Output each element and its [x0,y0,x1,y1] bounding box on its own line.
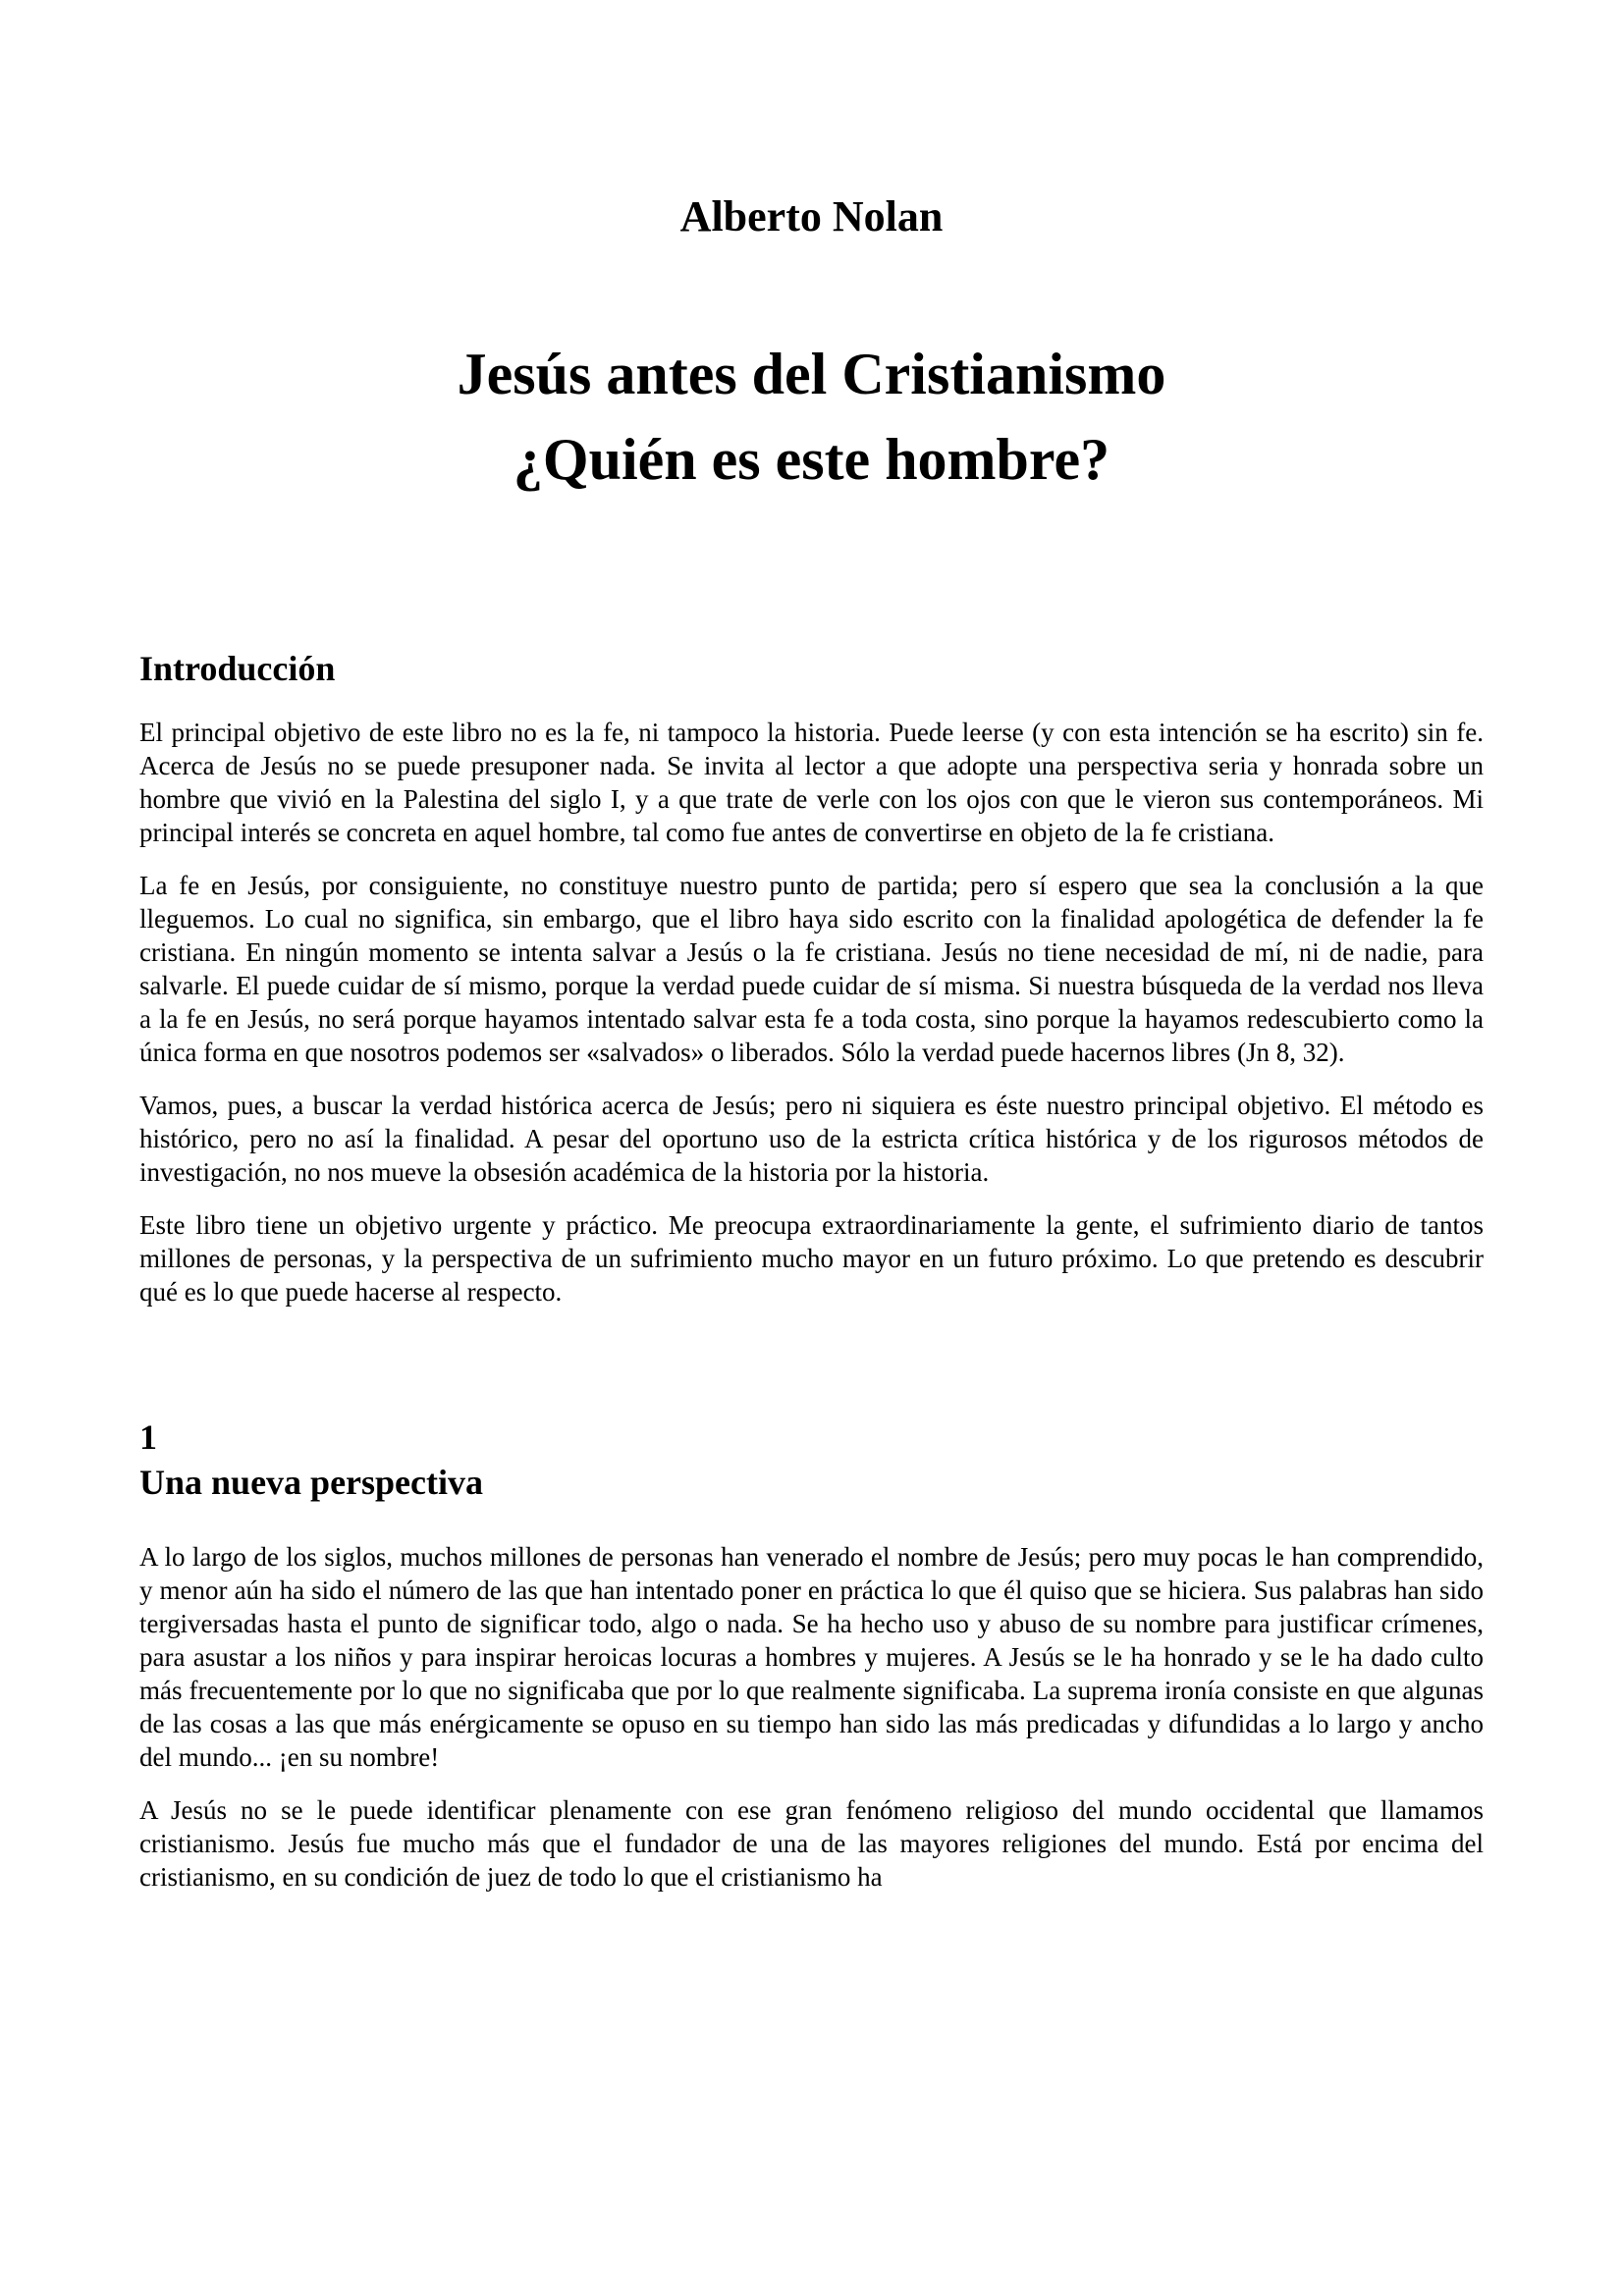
chapter1-paragraph-1: A lo largo de los siglos, muchos millones de personas han venerado el nombre de Jesús; pero muy pocas le han comprendido, y menor aún ha sido el número de las que han intentado poner en práctica lo que él quiso que se hiciera. Sus palabras han sido tergiversadas hasta el punto de significar todo, algo o nada. Se ha hecho uso y abuso de su nombre para justificar crímenes, para asustar a los niños y para inspirar heroicas locuras a hombres y mujeres. A Jesús se le ha honrado y se le ha dado culto más frecuentemente por lo que no significaba que por lo que realmente significaba. La suprema ironía consiste en que algunas de las cosas a las que más enérgicamente se opuso en su tiempo han sido las más predicadas y difundidas a lo largo y ancho del mundo... ¡en su nombre! [139,1541,1484,1772]
chapter1-paragraph-2: A Jesús no se le puede identificar plenamente con ese gran fenómeno religioso del mundo occidental que llamamos cristianismo. Jesús fue mucho más que el fundador de una de las mayores religiones del mundo. Está por encima del cristianismo, en su condición de juez de todo lo que el cristianismo ha [139,1794,1484,1892]
chapter-number: 1 [139,1416,157,1457]
book-title [139,332,1484,503]
intro-paragraph-1: El principal objetivo de este libro no es la fe, ni tampoco la historia. Puede leerse (y con esta intención se ha escrito) sin fe. Acerca de Jesús no se puede presuponer nada. Se invita al lector a que adopte una perspectiva seria y honrada sobre un hombre que vivió en la Palestina del siglo I, y a que trate de verle con los ojos con que le vieron sus contemporáneos. Mi principal interés se concreta en aquel hombre, tal como fue antes de convertirse en objeto de la fe cristiana. [139,717,1484,847]
book-title-line1: Jesús antes del Cristianismo [457,341,1166,406]
chapter-title: Una nueva perspectiva [139,1462,483,1502]
author-name: Alberto Nolan [679,192,944,240]
intro-paragraph-2: La fe en Jesús, por consiguiente, no constituye nuestro punto de partida; pero sí espero que sea la conclusión a la que lleguemos. Lo cual no significa, sin embargo, que el libro haya sido escrito con la finalidad apologética de defender la fe cristiana. En ningún momento se intenta salvar a Jesús o la fe cristiana. Jesús no tiene necesidad de mí, ni de nadie, para salvarle. El puede cuidar de sí mismo, porque la verdad puede cuidar de sí misma. Si nuestra búsqueda de la verdad nos lleva a la fe en Jesús, no será porque hayamos intentado salvar esta fe a toda costa, sino porque la hayamos redescubierto como la única forma en que nosotros podemos ser «salvados» o liberados. Sólo la verdad puede hacernos libres (Jn 8, 32). [139,870,1484,1067]
chapter-heading [139,1415,1484,1505]
intro-paragraph-3: Vamos, pues, a buscar la verdad histórica acerca de Jesús; pero ni siquiera es éste nuestro principal objetivo. El método es histórico, pero no así la finalidad. A pesar del oportuno uso de la estricta crítica histórica y de los rigurosos métodos de investigación, no nos mueve la obsesión académica de la historia por la historia. [139,1090,1484,1187]
intro-heading: Introducción [139,648,336,688]
book-title-line2: ¿Quién es este hombre? [513,426,1110,492]
intro-paragraph-4: Este libro tiene un objetivo urgente y práctico. Me preocupa extraordinariamente la gente, el sufrimiento diario de tantos millones de personas, y la perspectiva de un sufrimiento mucho mayor en un futuro próximo. Lo que pretendo es descubrir qué es lo que puede hacerse al respecto. [139,1209,1484,1307]
